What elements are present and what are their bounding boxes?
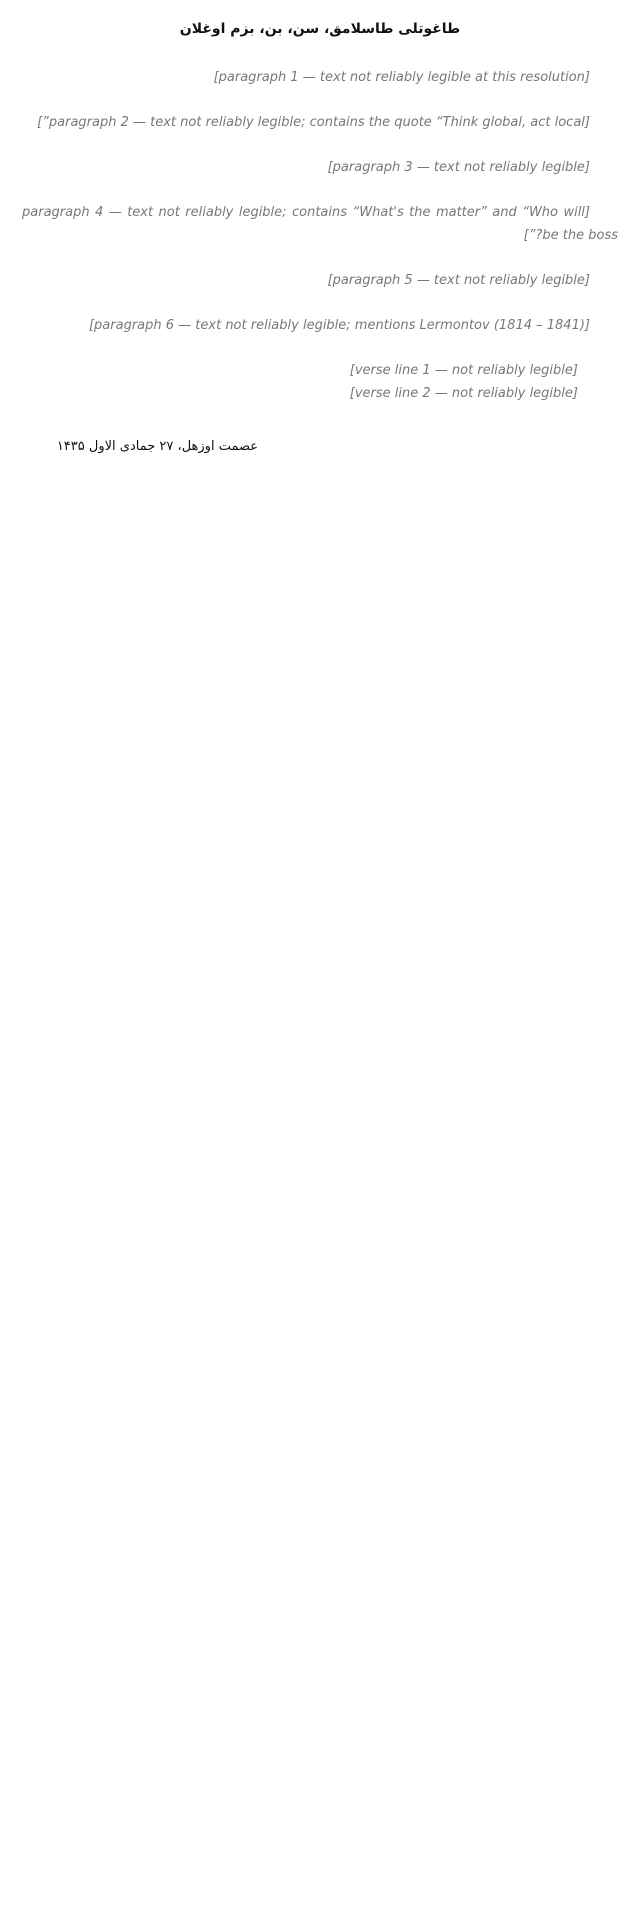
paragraph-4: [paragraph 4 — text not reliably legible; contains “What's the matter” and “Who will be the boss?”] <box>22 205 618 243</box>
paragraph-1: [paragraph 1 — text not reliably legible at this resolution] <box>213 70 590 85</box>
paragraph-2: [paragraph 2 — text not reliably legible; contains the quote “Think global, act local”] <box>37 115 590 130</box>
document-title: طاغوتلی طاسلامق، سن، بن، بزم اوغلان <box>179 21 461 37</box>
verse-line-1: [verse line 1 — not reliably legible] <box>349 363 578 378</box>
paragraph-6: [paragraph 6 — text not reliably legible; mentions Lermontov (1814 – 1841)] <box>88 318 590 333</box>
paragraph-5: [paragraph 5 — text not reliably legible] <box>327 273 590 288</box>
signature-date: عصمت اوزهل، ۲۷ جمادی الاول ۱۴۳۵ <box>56 439 258 454</box>
paragraph-3: [paragraph 3 — text not reliably legible] <box>327 160 590 175</box>
verse-line-2: [verse line 2 — not reliably legible] <box>349 386 578 401</box>
